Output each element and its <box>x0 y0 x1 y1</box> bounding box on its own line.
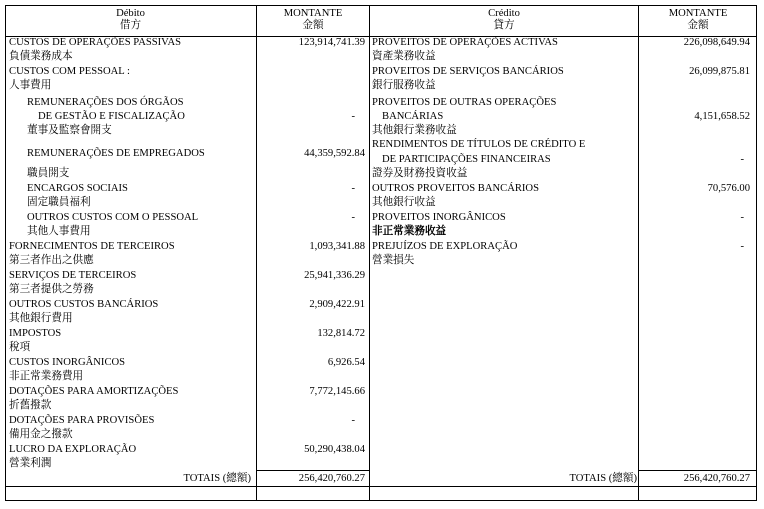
credit-item-label-zh: 證券及財務投資收益 <box>372 168 468 179</box>
credit-item-value: - <box>740 241 744 252</box>
col-divider <box>256 5 257 501</box>
col-divider <box>638 5 639 501</box>
debit-item-value: - <box>351 183 355 194</box>
debit-header <box>5 8 256 32</box>
debit-item-value: 1,093,341.88 <box>309 241 365 252</box>
credit-item-value: 4,151,658.52 <box>694 111 750 122</box>
credit-header <box>370 8 638 32</box>
debit-totals-value: 256,420,760.27 <box>298 473 365 484</box>
amount-label-zh: 金額 <box>302 20 324 31</box>
bottom-rule <box>5 486 757 487</box>
debit-label-zh: 借方 <box>119 20 142 31</box>
debit-item-label-zh: 其他人事費用 <box>27 226 91 237</box>
credit-item-label: PROVEITOS DE SERVIÇOS BANCÁRIOS <box>372 66 564 77</box>
debit-item-label: IMPOSTOS <box>9 328 62 339</box>
debit-item-label: ENCARGOS SOCIAIS <box>27 183 128 194</box>
debit-item-label: CUSTOS DE OPERAÇÕES PASSIVAS <box>9 37 182 48</box>
debit-item-label: DOTAÇÕES PARA AMORTIZAÇÕES <box>9 386 179 397</box>
credit-item-label-zh: 非正常業務收益 <box>372 226 447 237</box>
debit-item-value: - <box>351 111 355 122</box>
debit-item-label: DOTAÇÕES PARA PROVISÕES <box>9 415 155 426</box>
credit-item-label-zh: 其他銀行業務收益 <box>372 125 457 136</box>
credit-item-label-zh: 銀行服務收益 <box>372 80 436 91</box>
credit-item-value: - <box>740 212 744 223</box>
credit-item-label: DE PARTICIPAÇÕES FINANCEIRAS <box>382 154 551 165</box>
debit-label: Débito <box>116 8 145 19</box>
debit-item-value: 44,359,592.84 <box>304 148 365 159</box>
debit-item-label-zh: 負債業務成本 <box>9 51 73 62</box>
debit-item-label: OUTROS CUSTOS COM O PESSOAL <box>27 212 199 223</box>
debit-item-value: 7,772,145.66 <box>309 386 365 397</box>
credit-item-value: 226,098,649.94 <box>683 37 750 48</box>
credit-item-value: 70,576.00 <box>707 183 750 194</box>
credit-totals-label: TOTAIS (總額) <box>569 473 637 484</box>
amount-label: MONTANTE <box>668 8 728 19</box>
debit-item-label: CUSTOS COM PESSOAL : <box>9 66 130 77</box>
credit-item-label: OUTROS PROVEITOS BANCÁRIOS <box>372 183 539 194</box>
debit-item-label-zh: 備用金之撥款 <box>9 429 73 440</box>
debit-item-value: 123,914,741.39 <box>298 37 365 48</box>
debit-item-label-zh: 非正常業務費用 <box>9 371 84 382</box>
debit-item-label-zh: 第三者提供之勞務 <box>9 284 94 295</box>
debit-item-label: SERVIÇOS DE TERCEIROS <box>9 270 137 281</box>
debit-item-label-zh: 其他銀行費用 <box>9 313 73 324</box>
debit-item-label-zh: 第三者作出之供應 <box>9 255 94 266</box>
credit-item-label: RENDIMENTOS DE TÍTULOS DE CRÉDITO E <box>372 139 586 150</box>
credit-item-label: BANCÁRIAS <box>382 111 444 122</box>
totals-rule <box>256 470 369 471</box>
debit-item-value: 25,941,336.29 <box>304 270 365 281</box>
debit-item-label-zh: 職員開支 <box>27 168 70 179</box>
totals-rule <box>638 470 757 471</box>
debit-item-label-zh: 折舊撥款 <box>9 400 52 411</box>
debit-item-value: - <box>351 212 355 223</box>
debit-item-value: 6,926.54 <box>327 357 365 368</box>
debit-item-label: OUTROS CUSTOS BANCÁRIOS <box>9 299 159 310</box>
amount-label: MONTANTE <box>283 8 343 19</box>
debit-item-value: 2,909,422.91 <box>309 299 365 310</box>
credit-item-label: PROVEITOS DE OUTRAS OPERAÇÕES <box>372 97 557 108</box>
credit-amount-header <box>639 8 757 32</box>
credit-item-label: PROVEITOS INORGÂNICOS <box>372 212 506 223</box>
debit-item-label: LUCRO DA EXPLORAÇÃO <box>9 444 137 455</box>
credit-label: Crédito <box>488 8 520 19</box>
credit-item-label: PROVEITOS DE OPERAÇÕES ACTIVAS <box>372 37 558 48</box>
debit-amount-header <box>257 8 369 32</box>
credit-totals-value: 256,420,760.27 <box>683 473 750 484</box>
col-divider <box>369 5 370 501</box>
credit-item-value: - <box>740 154 744 165</box>
debit-item-label-zh: 營業利潤 <box>9 458 52 469</box>
credit-item-label-zh: 資產業務收益 <box>372 51 436 62</box>
credit-item-value: 26,099,875.81 <box>689 66 750 77</box>
credit-item-label-zh: 營業損失 <box>372 255 415 266</box>
debit-item-label: CUSTOS INORGÂNICOS <box>9 357 126 368</box>
debit-item-value: 132,814.72 <box>317 328 365 339</box>
credit-item-label: PREJUÍZOS DE EXPLORAÇÃO <box>372 241 518 252</box>
amount-label-zh: 金額 <box>687 20 709 31</box>
credit-label-zh: 貸方 <box>493 20 515 31</box>
debit-item-label: REMUNERAÇÕES DOS ÓRGÃOS <box>27 97 184 108</box>
debit-totals-label: TOTAIS (總額) <box>183 473 251 484</box>
debit-item-label-zh: 稅項 <box>9 342 31 353</box>
debit-item-label: REMUNERAÇÕES DE EMPREGADOS <box>27 148 205 159</box>
debit-item-label: DE GESTÃO E FISCALIZAÇÃO <box>38 111 185 122</box>
credit-item-label-zh: 其他銀行收益 <box>372 197 436 208</box>
debit-item-label: FORNECIMENTOS DE TERCEIROS <box>9 241 175 252</box>
debit-item-label-zh: 人事費用 <box>9 80 52 91</box>
debit-item-label-zh: 固定職員福利 <box>27 197 91 208</box>
debit-item-value: 50,290,438.04 <box>304 444 365 455</box>
debit-item-value: - <box>351 415 355 426</box>
debit-item-label-zh: 董事及監察會開支 <box>27 125 112 136</box>
